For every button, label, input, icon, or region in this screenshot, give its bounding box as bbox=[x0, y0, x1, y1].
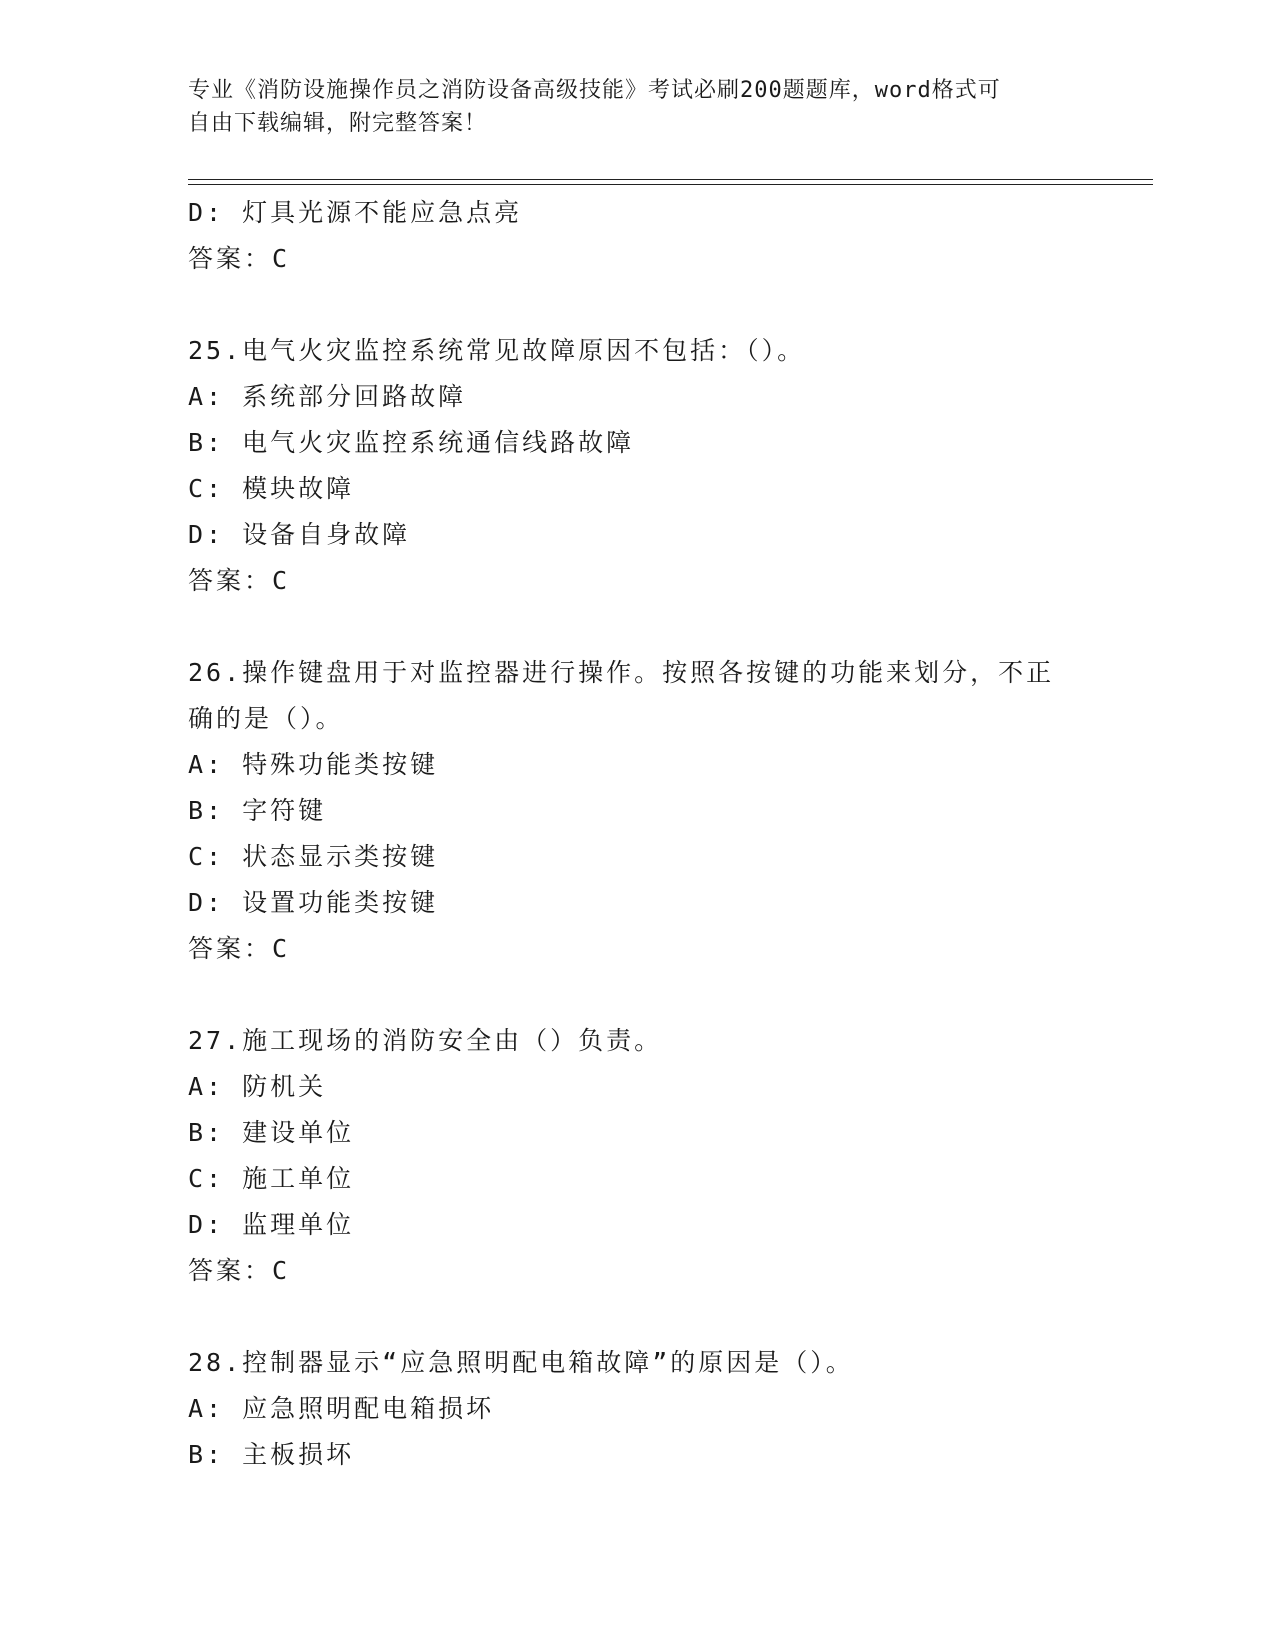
question-stem-line-1: 26.操作键盘用于对监控器进行操作。按照各按键的功能来划分，不正 bbox=[188, 658, 1055, 687]
answer: 答案：C bbox=[188, 244, 291, 273]
question-stem-line-2: 确的是（）。 bbox=[188, 704, 344, 733]
spacer bbox=[188, 282, 1088, 328]
question-block-28 bbox=[188, 1340, 1088, 1478]
answer: 答案：C bbox=[188, 934, 291, 963]
header-line-1: 专业《消防设施操作员之消防设备高级技能》考试必刷200题题库，word格式可 bbox=[188, 78, 1001, 103]
question-block-25 bbox=[188, 328, 1088, 604]
option-c: C: 施工单位 bbox=[188, 1164, 355, 1193]
option-d: D: 设置功能类按键 bbox=[188, 888, 439, 917]
option-a: A: 应急照明配电箱损坏 bbox=[188, 1394, 495, 1423]
answer: 答案：C bbox=[188, 566, 291, 595]
question-stem: 27.施工现场的消防安全由（）负责。 bbox=[188, 1026, 663, 1055]
option-a: A: 特殊功能类按键 bbox=[188, 750, 439, 779]
option-c: C: 模块故障 bbox=[188, 474, 355, 503]
option-b: B: 字符键 bbox=[188, 796, 327, 825]
option-d: D: 监理单位 bbox=[188, 1210, 355, 1239]
option-b: B: 主板损坏 bbox=[188, 1440, 355, 1469]
option-c: C: 状态显示类按键 bbox=[188, 842, 439, 871]
option-a: A: 系统部分回路故障 bbox=[188, 382, 467, 411]
spacer bbox=[188, 1294, 1088, 1340]
spacer bbox=[188, 604, 1088, 650]
option-d: D: 灯具光源不能应急点亮 bbox=[188, 198, 523, 227]
answer: 答案：C bbox=[188, 1256, 291, 1285]
question-stem: 28.控制器显示“应急照明配电箱故障”的原因是（）。 bbox=[188, 1348, 854, 1377]
spacer bbox=[188, 972, 1088, 1018]
question-block-27 bbox=[188, 1018, 1088, 1294]
option-d: D: 设备自身故障 bbox=[188, 520, 411, 549]
header-divider-bottom bbox=[188, 184, 1153, 185]
question-stem: 25.电气火灾监控系统常见故障原因不包括：（）。 bbox=[188, 336, 806, 365]
option-b: B: 电气火灾监控系统通信线路故障 bbox=[188, 428, 635, 457]
question-block-26 bbox=[188, 650, 1088, 972]
header-divider-top bbox=[188, 179, 1153, 180]
option-a: A: 防机关 bbox=[188, 1072, 327, 1101]
document-header bbox=[188, 74, 1068, 140]
option-b: B: 建设单位 bbox=[188, 1118, 355, 1147]
header-line-2: 自由下载编辑，附完整答案！ bbox=[188, 111, 488, 136]
question-block-prev bbox=[188, 190, 1088, 282]
question-list bbox=[188, 190, 1088, 1478]
